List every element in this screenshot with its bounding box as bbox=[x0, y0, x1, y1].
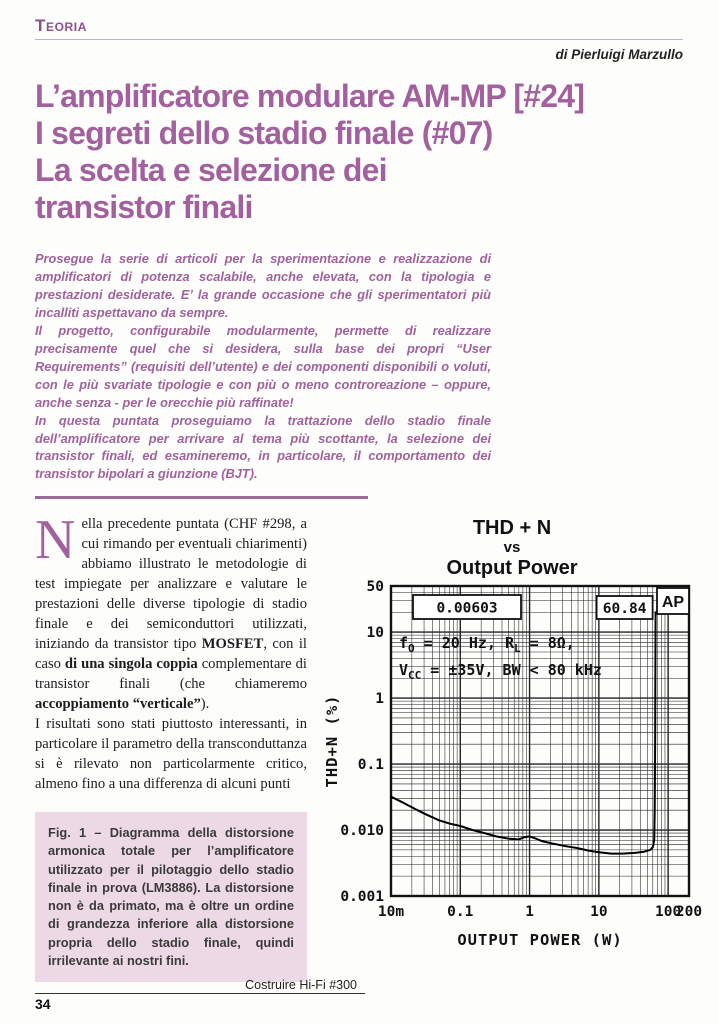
byline: di Pierluigi Marzullo bbox=[555, 47, 683, 62]
x-tick-label: 0.1 bbox=[447, 903, 474, 920]
intro-paragraph: Il progetto, configurabile modularmente, permette di realizzare precisamente quel che si desidera, sulla base dei propri “User Requirements” (requisiti dell’utente) e dei componenti disponibili o voluti, con le più svariate tipologie e con più o meno controreazione – oppure, anche senza - per le orecchie più raffinate! bbox=[35, 323, 491, 410]
intro-abstract bbox=[35, 250, 491, 483]
thd-vs-output-power-chart bbox=[321, 580, 703, 952]
y-tick-label: 0.001 bbox=[340, 888, 384, 905]
conditions-line: $f_O = 20$ Hz, $R_L = 8\Omega$, bbox=[399, 633, 575, 655]
text-segment: ). bbox=[200, 696, 210, 713]
section-kicker: TEORIA bbox=[35, 16, 87, 35]
intro-paragraph: Prosegue la serie di articoli per la sperimentazione e realizzazione di amplificatori di potenza scalabile, anche elevata, con la tipologia e prestazioni desiderate. E’ la grande occasione che gli sperimentatori più incalliti aspettavano da sempre. bbox=[35, 251, 491, 321]
y-tick-label: 0.010 bbox=[340, 822, 384, 839]
readout-value: 0.00603 bbox=[436, 600, 498, 617]
x-tick-label: 100 bbox=[655, 903, 682, 920]
chart-title-line-3: Output Power bbox=[446, 556, 578, 579]
x-tick-label: 1 bbox=[525, 903, 534, 920]
figure-caption-box bbox=[35, 812, 307, 982]
intro-divider-rule bbox=[35, 496, 368, 499]
x-tick-label: 10m bbox=[377, 903, 405, 920]
text-segment-bold: di una singola coppia bbox=[64, 656, 198, 673]
conditions-line: $V_{CC} = \pm 35V$, BW < 80 kHz bbox=[399, 660, 602, 682]
figure-1 bbox=[321, 515, 703, 982]
y-tick-label: 1 bbox=[375, 690, 384, 707]
chart-title bbox=[446, 517, 577, 580]
chart-title-line-1: THD + N bbox=[472, 517, 552, 540]
y-tick-label: 50 bbox=[366, 579, 384, 595]
text-segment-bold: MOSFET bbox=[201, 636, 264, 653]
x-tick-label: 200 bbox=[675, 903, 703, 920]
x-tick-label: 10 bbox=[590, 903, 608, 920]
text-segment: ella precedente puntata (CHF #298, a cui rimando per eventuali chiarimenti) abbiamo illustrato le metodologie di test impiegate per analizzare e valutare le prestazioni delle diverse tipologie di stadio finale e dei semiconduttori utilizzati, iniziando da transistor tipo bbox=[35, 516, 307, 653]
figure-caption-text: Fig. 1 – Diagramma della distorsione armonica totale per l’amplificatore utilizzato per il pilotaggio dello stadio finale in prova (LM3886). La distorsione non è da primato, ma è oltre un ordine di grandezza inferiore alla distorsione propria dello stadio finale, quindi irrilevante ai nostri fini. bbox=[48, 825, 294, 969]
page-number: 34 bbox=[35, 996, 51, 1012]
text-segment: , con il caso bbox=[35, 636, 307, 673]
drop-cap: N bbox=[35, 509, 76, 572]
y-tick-label: 0.1 bbox=[357, 756, 384, 773]
title-line-1: L’amplificatore modulare AM-MP [#24] bbox=[35, 78, 585, 114]
body-paragraph-2: I risultati sono stati piuttosto interessanti, in particolare il parametro della transconduttanza si è rilevato non particolarmente critico, almeno fino a una differenza di alcuni punti bbox=[35, 716, 307, 793]
y-axis-label: THD+N (%) bbox=[323, 694, 341, 788]
header-rule bbox=[35, 39, 683, 40]
title-line-2: I segreti dello stadio finale (#07) bbox=[35, 115, 493, 152]
journal-name: Costruire Hi-Fi #300 bbox=[35, 978, 365, 994]
readout-value: 60.84 bbox=[602, 600, 647, 617]
text-segment: complementare di transistor finali (che chiameremo bbox=[35, 656, 307, 693]
title-line-3: La scelta e selezione dei bbox=[35, 152, 387, 189]
y-tick-label: 10 bbox=[366, 624, 384, 641]
article-title bbox=[35, 78, 683, 226]
page-footer bbox=[35, 978, 365, 1012]
body-paragraph-1 bbox=[35, 509, 307, 715]
text-segment-bold: accoppiamento “verticale” bbox=[35, 696, 201, 713]
two-column-body bbox=[35, 509, 703, 982]
body-column bbox=[35, 509, 307, 982]
intro-paragraph: In questa puntata proseguiamo la trattazione dello stadio finale dell’amplificatore per arrivare al tema più scottante, la selezione dei transistor finali, ed esamineremo, in particolare, il comportamento dei transistor bipolari a giunzione (BJT). bbox=[35, 412, 491, 482]
x-axis-label: OUTPUT POWER (W) bbox=[457, 930, 623, 949]
chart-title-line-2: vs bbox=[503, 539, 521, 557]
title-line-4: transistor finali bbox=[35, 189, 253, 226]
ap-logo: AP bbox=[661, 593, 685, 611]
